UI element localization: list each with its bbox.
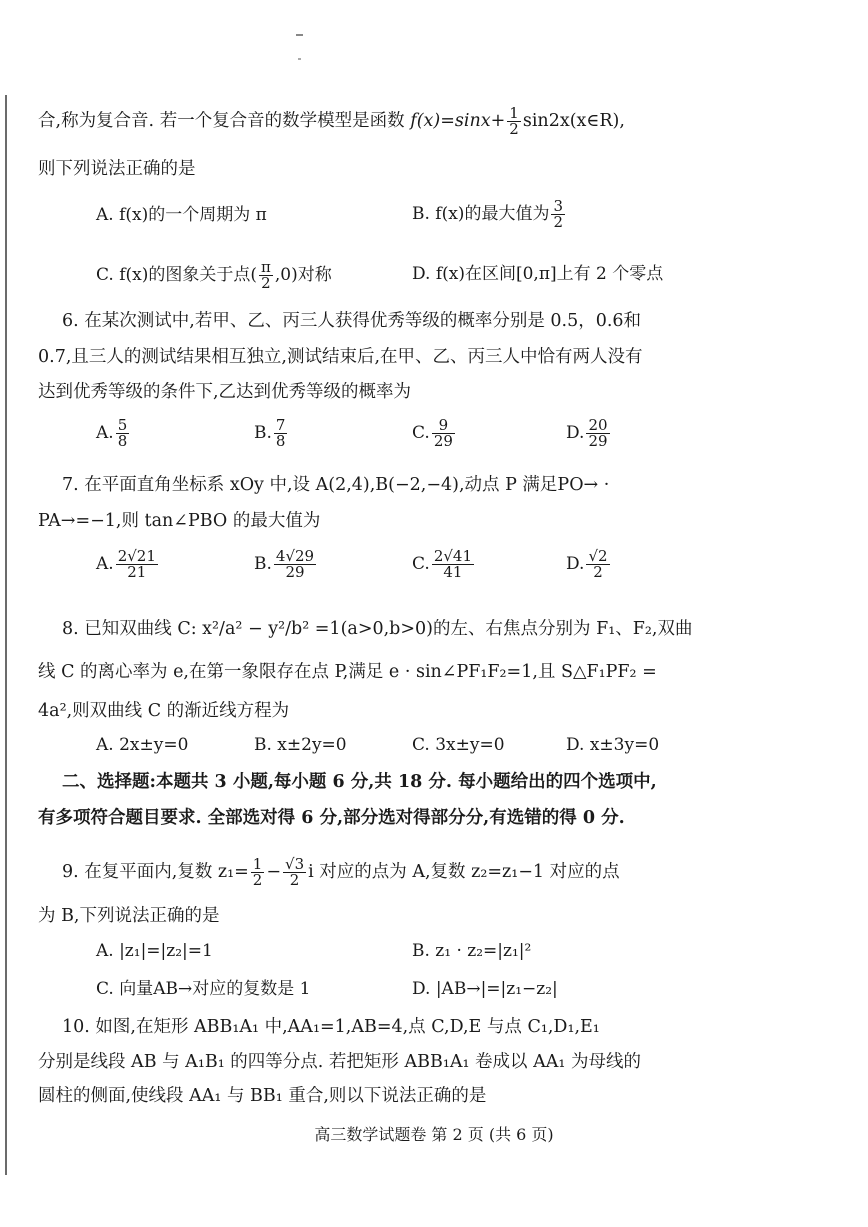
q6-line-2: 0.7,且三人的测试结果相互独立,测试结束后,在甲、乙、丙三人中恰有两人没有 (38, 347, 643, 367)
q5-option-c: C. f(x)的图象关于点( $\frac{\pi}{2}$ ,0)对称 (96, 258, 332, 292)
binding-rule (5, 95, 7, 1175)
q5-fraction: $\frac{1}{2}$ (509, 104, 519, 138)
q5-option-d: D. f(x)在区间[0,π]上有 2 个零点 (412, 264, 664, 284)
scan-speck (298, 58, 301, 60)
q9-option-b: B. z₁ · z₂=|z₁|² (412, 941, 532, 961)
q7-option-a: A. $\frac{2√21}{21}$ (96, 547, 156, 581)
q5-func-lhs: f(x)=sinx+ (410, 111, 506, 131)
section-2-header-line-1: 二、选择题:本题共 3 小题,每小题 6 分,共 18 分. 每小题给出的四个选项中, (62, 772, 657, 792)
q9-option-a: A. |z₁|=|z₂|=1 (96, 941, 213, 961)
scan-speck (296, 34, 303, 36)
q8-line-1: 8. 已知双曲线 C: x²/a² − y²/b² =1(a>0,b>0)的左、右焦点分别为 F₁、F₂,双曲 (62, 619, 693, 639)
q9-line-1: 9. 在复平面内,复数 z₁= $\frac{1}{2}$ − $\frac{√3}{2}$ i 对应的点为 A,复数 z₂=z₁−1 对应的点 (62, 855, 620, 889)
section-2-header-line-2: 有多项符合题目要求. 全部选对得 6 分,部分选对得部分分,有选错的得 0 分. (38, 808, 625, 828)
q10-line-3: 圆柱的侧面,使线段 AA₁ 与 BB₁ 重合,则以下说法正确的是 (38, 1086, 487, 1106)
q10-line-2: 分别是线段 AB 与 A₁B₁ 的四等分点. 若把矩形 ABB₁A₁ 卷成以 AA₁ 为母线的 (38, 1052, 641, 1072)
q6-option-d: D. $\frac{20}{29}$ (566, 416, 608, 450)
q8-line-3: 4a²,则双曲线 C 的渐近线方程为 (38, 701, 290, 721)
q7-line-1: 7. 在平面直角坐标系 xOy 中,设 A(2,4),B(−2,−4),动点 P 满足PO→ · (62, 475, 610, 495)
q5-option-b: B. f(x)的最大值为 $\frac{3}{2}$ (412, 197, 563, 231)
q8-line-2: 线 C 的离心率为 e,在第一象限存在点 P,满足 e · sin∠PF₁F₂=1,且 S△F₁PF₂ = (38, 662, 657, 682)
q8-option-a: A. 2x±y=0 (96, 735, 189, 755)
q6-line-3: 达到优秀等级的条件下,乙达到优秀等级的概率为 (38, 382, 412, 402)
q7-option-b: B. $\frac{4√29}{29}$ (254, 547, 315, 581)
q5-option-a: A. f(x)的一个周期为 π (96, 205, 267, 225)
q7-option-c: C. $\frac{2√41}{41}$ (412, 547, 473, 581)
q9-line-2: 为 B,下列说法正确的是 (38, 906, 220, 926)
q7-line-2: PA→=−1,则 tan∠PBO 的最大值为 (38, 511, 321, 531)
q8-option-d: D. x±3y=0 (566, 735, 660, 755)
q5-func-rhs: sin2x(x∈R), (522, 111, 625, 131)
q8-option-b: B. x±2y=0 (254, 735, 347, 755)
q9-option-c: C. 向量AB→对应的复数是 1 (96, 979, 311, 999)
page-footer: 高三数学试题卷 第 2 页 (共 6 页) (314, 1125, 554, 1144)
q6-option-a: A. $\frac{5}{8}$ (96, 416, 128, 450)
q10-line-1: 10. 如图,在矩形 ABB₁A₁ 中,AA₁=1,AB=4,点 C,D,E 与点 C₁,D₁,E₁ (62, 1017, 600, 1037)
q7-option-d: D. $\frac{√2}{2}$ (566, 547, 608, 581)
q9-option-d: D. |AB→|=|z₁−z₂| (412, 979, 558, 999)
q5-question: 则下列说法正确的是 (38, 159, 196, 179)
q6-option-b: B. $\frac{7}{8}$ (254, 416, 286, 450)
q8-option-c: C. 3x±y=0 (412, 735, 505, 755)
q5-intro-text: 合,称为复合音. 若一个复合音的数学模型是函数 (38, 111, 411, 131)
q6-line-1: 6. 在某次测试中,若甲、乙、丙三人获得优秀等级的概率分别是 0.5，0.6和 (62, 311, 642, 331)
q5-intro (38, 106, 625, 137)
q6-option-c: C. $\frac{9}{29}$ (412, 416, 453, 450)
